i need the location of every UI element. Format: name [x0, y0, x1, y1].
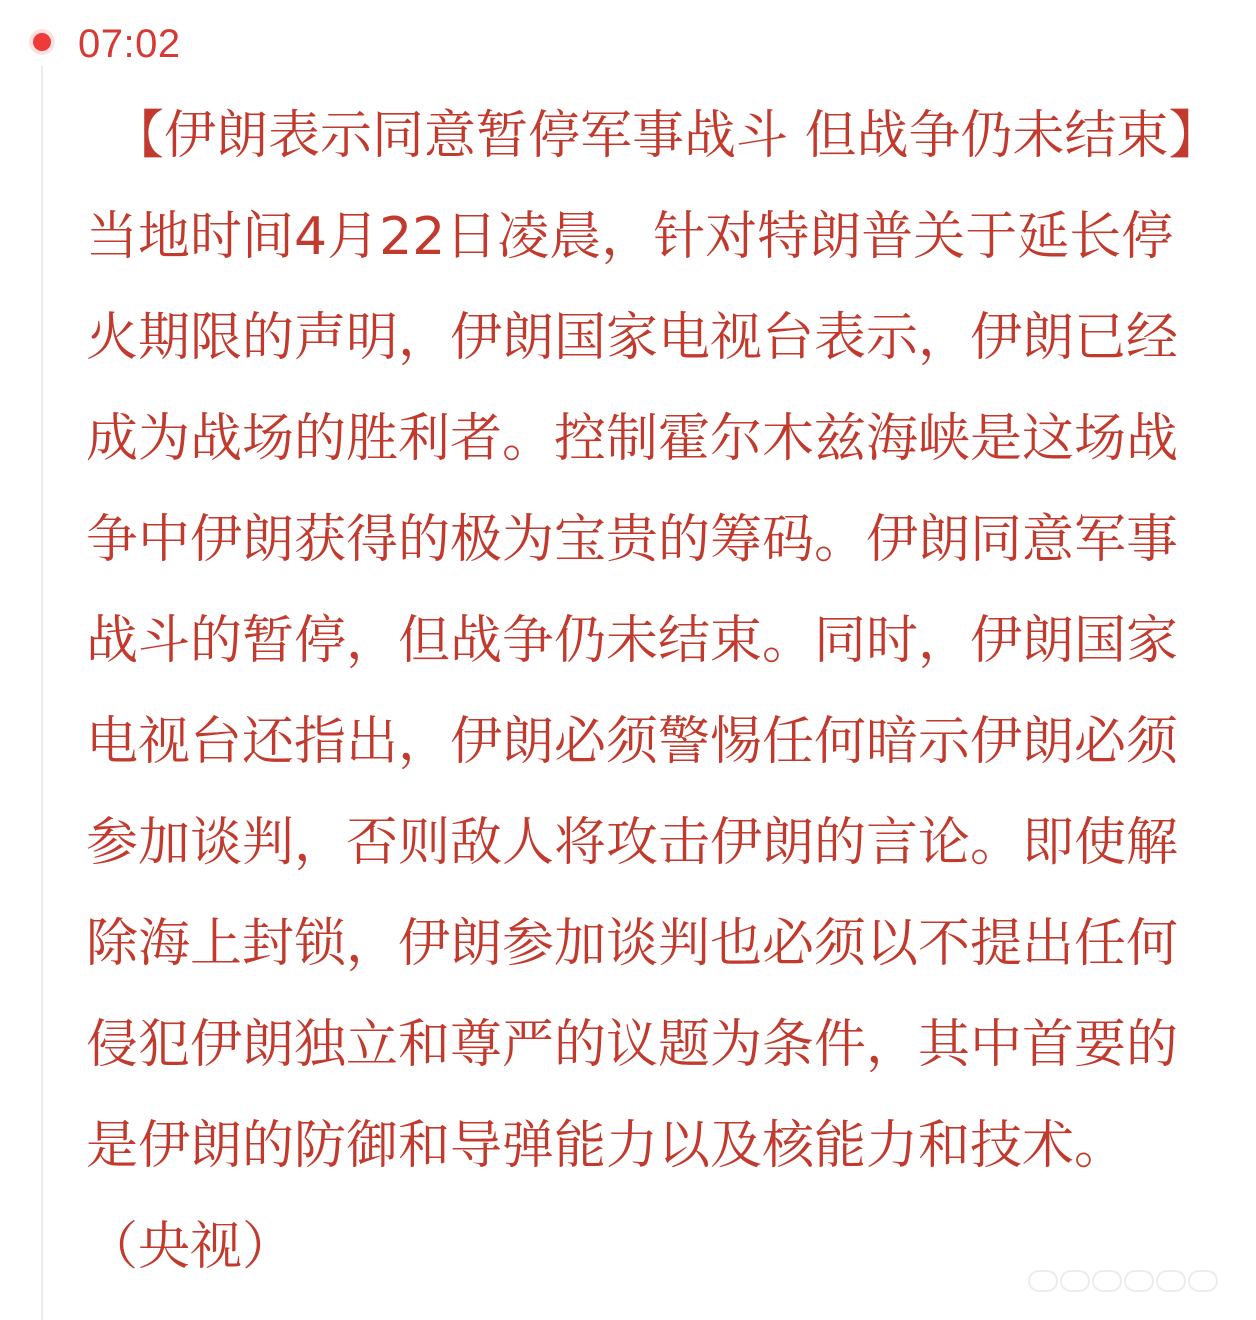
post-time: 07:02	[78, 22, 181, 66]
timeline-line	[41, 66, 43, 1320]
article-body: 当地时间4月22日凌晨，针对特朗普关于延长停火期限的声明，伊朗国家电视台表示，伊朗已经成为战场的胜利者。控制霍尔木兹海峡是这场战争中伊朗获得的极为宝贵的筹码。伊朗同意军事战斗的暂停，但战争仍未结束。同时，伊朗国家电视台还指出，伊朗必须警惕任何暗示伊朗必须参加谈判，否则敌人将攻击伊朗的言论。即使解除海上封锁，伊朗参加谈判也必须以不提出任何侵犯伊朗独立和尊严的议题为条件，其中首要的是伊朗的防御和导弹能力以及核能力和技术。	[86, 207, 1179, 1176]
timeline-dot-icon	[33, 33, 51, 51]
article-source: （央视）	[86, 1217, 295, 1277]
watermark-icon	[1028, 1270, 1228, 1292]
article-headline: 【伊朗表示同意暂停军事战斗 但战争仍未结束】	[112, 106, 1221, 166]
article-text	[86, 86, 1221, 1298]
